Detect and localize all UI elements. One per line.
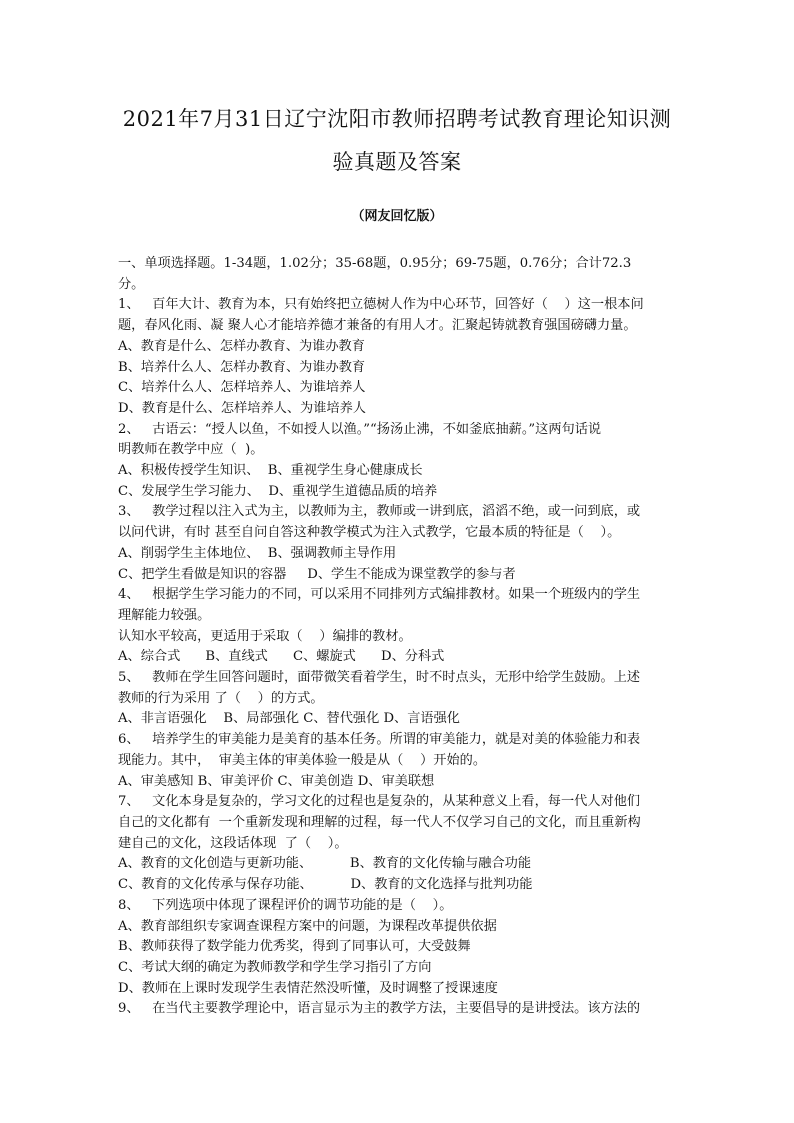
- text-line: 2、 古语云：“授人以鱼，不如授人以渔。”“扬汤止沸，不如釜底抽薪。”这两句话说: [118, 421, 602, 437]
- text-line: A、教育的文化创造与更新功能、 B、教育的文化传输与融合功能: [118, 856, 532, 872]
- text-line: 5、 教师在学生回答问题时，面带微笑看着学生，时不时点头，无形中给学生鼓励。上述: [118, 670, 641, 686]
- document-title-line-1: 2021年7月31日辽宁沈阳市教师招聘考试教育理论知识测: [122, 107, 672, 131]
- text-line: 分。: [118, 276, 145, 292]
- document-title-line-2: 验真题及答案: [332, 150, 462, 174]
- text-line: 4、 根据学生学习能力的不同，可以采用不同排列方式编排教材。如果一个班级内的学生: [118, 587, 641, 603]
- text-line: 8、 下列选项中体现了课程评价的调节功能的是（ ）。: [118, 897, 453, 913]
- text-line: C、把学生看做是知识的容器 D、学生不能成为课堂教学的参与者: [118, 566, 516, 582]
- text-line: 题，春风化雨、凝 聚人心才能培养德才兼备的有用人才。汇聚起铸就教育强国磅礴力量。: [118, 318, 637, 334]
- text-line: A、审美感知 B、审美评价 C、审美创造 D、审美联想: [118, 773, 435, 789]
- text-line: 明教师在教学中应（ )。: [118, 442, 264, 458]
- text-line: A、教育是什么、怎样办教育、为谁办教育: [118, 338, 365, 354]
- text-line: 7、 文化本身是复杂的，学习文化的过程也是复杂的，从某种意义上看，每一代人对他们: [118, 794, 641, 810]
- text-line: D、教育是什么、怎样培养人、为谁培养人: [118, 400, 366, 416]
- document-subtitle: （网友回忆版）: [351, 209, 443, 224]
- text-line: 一、单项选择题。1-34题，1.02分；35-68题，0.95分；69-75题，0.76分；合计72.3: [118, 256, 632, 271]
- text-line: D、教师在上课时发现学生表情茫然没听懂，及时调整了授课速度: [118, 980, 498, 996]
- text-line: 3、 教学过程以注入式为主，以教师为主，教师或一讲到底，滔滔不绝，或一问到底，或: [118, 504, 641, 520]
- text-line: C、培养什么人、怎样培养人、为谁培养人: [118, 380, 366, 396]
- text-line: 教师的行为采用 了（ ）的方式。: [118, 690, 324, 706]
- text-line: 现能力。其中， 审美主体的审美体验一般是从（ ）开始的。: [118, 752, 487, 768]
- text-line: 9、 在当代主要教学理论中，语言显示为主的教学方法，主要倡导的是讲授法。该方法的: [118, 1001, 641, 1017]
- text-line: 认知水平较高，更适用于采取（ ）编排的教材。: [118, 628, 412, 644]
- text-line: C、发展学生学习能力、 D、重视学生道德品质的培养: [118, 483, 438, 499]
- text-line: 以问代讲，有时 甚至自问自答这种教学模式为注入式教学，它最本质的特征是（ ）。: [118, 525, 621, 541]
- document-body: [118, 254, 678, 1020]
- text-line: A、非言语强化 B、局部强化 C、替代强化 D、言语强化: [118, 711, 460, 727]
- text-line: 自己的文化都有 一个重新发现和理解的过程，每一代人不仅学习自己的文化，而且重新构: [118, 814, 641, 830]
- text-line: C、考试大纲的确定为教师教学和学生学习指引了方向: [118, 959, 432, 975]
- text-line: 1、 百年大计、教育为本，只有始终把立德树人作为中心环节，回答好（ ）这一根本问: [118, 297, 644, 313]
- text-line: 建自己的文化，这段话体现 了（ ）。: [118, 835, 348, 851]
- text-line: A、教育部组织专家调查课程方案中的问题，为课程改革提供依据: [118, 918, 497, 934]
- text-line: A、削弱学生主体地位、 B、强调教师主导作用: [118, 545, 397, 561]
- text-line: A、积极传授学生知识、 B、重视学生身心健康成长: [118, 463, 423, 479]
- text-line: 6、 培养学生的审美能力是美育的基本任务。所谓的审美能力，就是对美的体验能力和表: [118, 732, 641, 748]
- text-line: 理解能力较强。: [118, 607, 211, 623]
- text-line: B、培养什么人、怎样办教育、为谁办教育: [118, 359, 366, 375]
- text-line: B、教师获得了数学能力优秀奖，得到了同事认可，大受鼓舞: [118, 939, 471, 955]
- text-line: C、教育的文化传承与保存功能、 D、教育的文化选择与批判功能: [118, 877, 533, 893]
- text-line: A、综合式 B、直线式 C、螺旋式 D、分科式: [118, 649, 445, 665]
